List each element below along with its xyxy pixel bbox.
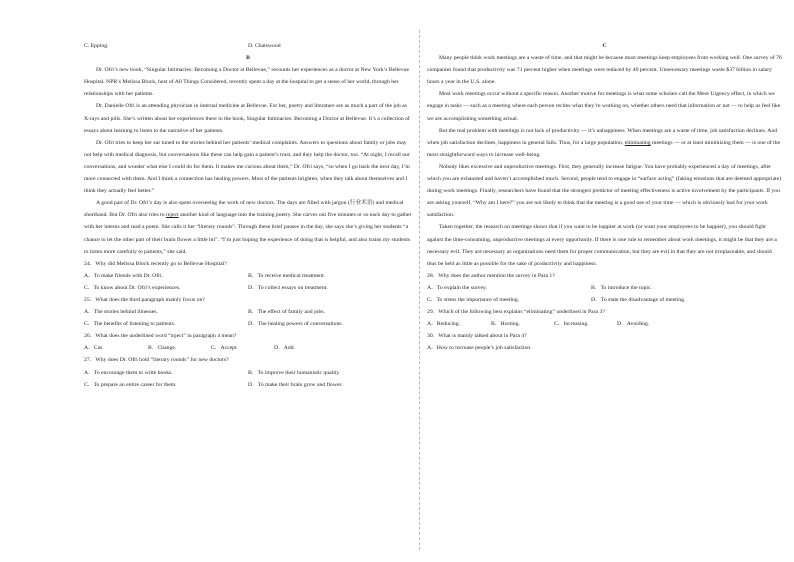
left-column <box>84 40 412 391</box>
question-30 <box>427 330 782 354</box>
passage-b-paragraph-4 <box>84 197 412 257</box>
question-stem: 30．What is mainly talked about in Para 4? <box>427 333 527 340</box>
option-c: C. Epping. <box>84 43 109 49</box>
question-26 <box>84 330 412 354</box>
answer-option[interactable]: B．Change. <box>148 345 177 352</box>
answer-option[interactable]: D．Add. <box>274 345 296 352</box>
answer-option[interactable]: A．Reducing. <box>427 321 461 328</box>
passage-c-paragraph-2: Most work meetings occur without a specific reason. Another motive for meetings is what some scholars call the Mere Urgency effect, in which we engage in tasks — such as a meeting where each person recites what they’re working on, whether others need that information or not — to help us feel like we are accomplishing something actual. <box>427 91 781 122</box>
answer-option[interactable]: C．To prepare an entire career for them. <box>84 381 177 388</box>
answer-option[interactable]: B．To improve their humanistic quality. <box>248 369 341 376</box>
answer-option[interactable]: A．How to increase people’s job satisfaction. <box>427 345 532 352</box>
question-29 <box>427 306 782 330</box>
answer-option[interactable]: C．To know about Dr. Ofri’s experiences. <box>84 284 181 291</box>
answer-option[interactable]: B．To introduce the topic. <box>591 284 652 291</box>
passage-c-paragraph-5: Taken together, the research on meetings shows that if you want to be happier at work (or want your employees to be happier), you should fight against the time-consuming, unproductive meetings at every opportunity. If there is one rule to remember about work meetings, it might be that they are a necessary evil. They are necessary as organizations need them for proper communication, but they are evil in that they are not irreplaceable, and should thus be held as little as possible for the sake of productivity and happiness. <box>427 224 777 267</box>
question-stem: 29．Which of the following best explains “eliminating” underlined in Para 3? <box>427 309 605 316</box>
answer-option[interactable]: C．The benefits of listening to patients. <box>84 321 176 328</box>
answer-option[interactable]: C．Increasing. <box>554 321 589 328</box>
answer-option[interactable]: B．To receive medical treatment. <box>248 272 325 279</box>
top-options <box>84 40 412 52</box>
underlined-word-inject: inject <box>166 212 179 219</box>
answer-option[interactable]: B．The effect of family and jobs. <box>248 309 325 316</box>
answer-option[interactable]: D．To state the disadvantage of meeting. <box>591 296 686 303</box>
question-stem: 28．Why does the author mention the survey in Para 1? <box>427 272 555 279</box>
question-stem: 27．Why does Dr. Ofri hold “literary rounds” for new doctors? <box>84 357 229 364</box>
answer-option[interactable]: D．The healing powers of conversations. <box>248 321 343 328</box>
question-stem: 26．What does the underlined word “inject” in paragraph 4 mean? <box>84 333 237 340</box>
answer-option[interactable]: D．To make their brain grow and flower. <box>248 381 343 388</box>
paragraph-text: meetings — or at least minimizing them — is one of the most straightforward ways to increase well-being. <box>427 139 781 158</box>
passage-c-paragraph-1: Many people think work meetings are a waste of time, and that might be because most meetings keep employees from working well. One survey of 76 companies found that productivity was 71 percent higher when meetings were reduced by 40 percent. Unnecessary meetings waste $37 billion in salary hours a year in the U.S. alone. <box>427 55 782 86</box>
question-stem: 25．What does the third paragraph mainly focus on? <box>84 296 205 303</box>
answer-option[interactable]: A．The stories behind illnesses. <box>84 309 158 316</box>
underlined-word-eliminating: eliminating <box>624 139 651 146</box>
answer-option[interactable]: A．To explain the survey. <box>427 284 487 291</box>
right-column <box>427 40 782 354</box>
question-stem: 24．Why did Melissa Block recently go to Bellevue Hospital? <box>84 260 227 267</box>
question-25 <box>84 294 412 330</box>
answer-option[interactable]: C．Accept. <box>211 345 239 352</box>
column-divider <box>419 30 420 550</box>
passage-b-paragraph-3: Dr. Ofri tries to keep her ear tuned to the stories behind her patients’ medical complaints. Answers to questions about family or jobs may not help with medical diagnosis, but conversations like these can help gain a patient’s trust, and they help the doctor, too. “At night, I recall our conversations, and wonder what else I could do for them. It makes me curious about them,” Dr. Ofri says, “so when I go back the next day, I’m more connected with them. And I think a connection has healing powers. Most of the patients brighten, when they talk about themselves and I think they actually feel better.” <box>84 139 410 195</box>
answer-option[interactable]: C．To stress the importance of meeting. <box>427 296 520 303</box>
answer-option[interactable]: D．Avoiding. <box>617 321 650 328</box>
answer-option[interactable]: B．Hosting. <box>491 321 520 328</box>
passage-c-paragraph-4: Nobody likes excessive and unproductive meetings. First, they generally increase fatigue. You have probably experienced a day of meetings, after which you are exhausted and haven’t accomplished much. Second, people tend to engage in “surface acting” (faking emotions that are deemed appropriate) during work meetings. Finally, researchers have found that the strongest predictor of meeting effectiveness is active involvement by the participants. If you are asking yourself, “Why am I here?” you are not likely to think that the meeting is a good use of your time — which is obviously bad for your work satisfaction. <box>427 163 782 219</box>
answer-option[interactable]: A．To make friends with Dr. Ofri. <box>84 272 164 279</box>
answer-option[interactable]: A．Cut. <box>84 345 104 352</box>
question-24 <box>84 258 412 294</box>
paragraph-text: another kind of language into the training poetry. She carves out five minutes or so each day to gather with her interns and read a poem. She calls it her “literary rounds”. Through these brief pauses in the day, she says she’s giving her students “a chance to let the other part of their brain flower a little bit”. “I’m just hoping the experience of doing that is helpful, and also trains my students to listen more carefully to patients,” she said. <box>84 212 412 255</box>
option-d: D. Chatswood <box>248 43 281 49</box>
question-28 <box>427 270 782 306</box>
answer-option[interactable]: D．To collect essays on treatment. <box>248 284 328 291</box>
paragraph-text: But the real problem with meetings is not lack of productivity — it’s unhappiness. When meetings are a waste of time, job satisfaction declines. And when job satisfaction declines, happiness in general falls. Thus, for a large population, <box>427 127 778 146</box>
passage-b-paragraph-1: Dr. Ofri’s new book, “Singular Intimacies: Becoming a Doctor at Bellevue,” recounts her experiences as a doctor at New York’s Bellevue Hospital. NPR’s Melissa Block, host of All Things Considered, recently spent a day at the hospital to get a sense of her world, through her relationships with her patients. <box>84 67 410 98</box>
section-c-heading: C <box>602 43 607 49</box>
answer-option[interactable]: A．To encourage them to write books. <box>84 369 173 376</box>
passage-c-paragraph-3 <box>427 125 782 161</box>
question-27 <box>84 354 412 390</box>
paragraph-text: A good part of Dr. Ofri’s day is also spent overseeing the work of new doctors. The days are filled with jargon (行业术语) and medical shorthand. But Dr. Ofri also tries to <box>84 200 404 219</box>
passage-b-paragraph-2: Dr. Danielle Ofri is an attending physician in internal medicine at Bellevue. For her, poetry and literature are as much a part of the job as X-rays and pills. She’s written about her experiences there in the book, Singular Intimacies: Becoming a Doctor at Bellevue. It’s a collection of essays about learning to listen to the narrative of her patients. <box>84 103 410 134</box>
section-b-heading: B <box>246 55 250 62</box>
